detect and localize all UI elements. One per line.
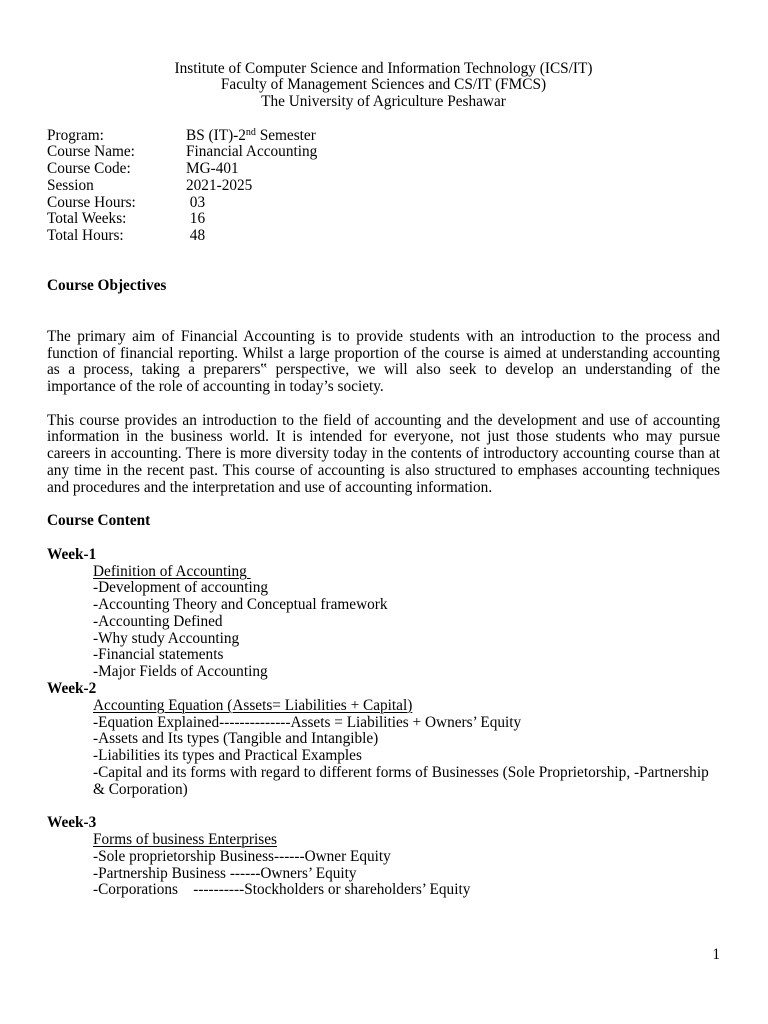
info-row-session [47,178,720,195]
total-weeks-value: 16 [189,210,206,228]
info-row-course-name [47,144,720,161]
document-page [47,61,720,900]
paragraph-line: any time in the recent past. This course of accounting is also structured to emphases accounting techniques [47,462,720,479]
program-label: Program: [47,126,104,144]
week-item: -Accounting Theory and Conceptual framework [93,596,388,614]
info-row-course-hours [47,195,720,212]
week-item: -Major Fields of Accounting [93,663,268,681]
week-item: -Accounting Defined [93,612,223,630]
week-topic [47,832,720,849]
program-value-suffix: Semester [255,126,316,144]
session-label: Session [47,176,94,194]
objectives-paragraph-2 [47,413,720,497]
total-hours-value: 48 [189,227,206,245]
paragraph-line: importance of the role of accounting in today’s society. [47,378,384,396]
session-value: 2021-2025 [186,176,253,194]
content-heading: Course Content [47,512,151,530]
program-value-text: BS (IT)-2 [186,126,246,144]
objectives-heading: Course Objectives [47,277,167,295]
paragraph-line: This course provides an introduction to the field of accounting and the development and use of accounting [47,412,720,429]
total-hours-label: Total Hours: [47,227,124,245]
week-item: -Assets and Its types (Tangible and Intangible) [93,730,379,748]
info-row-program [47,128,720,145]
course-hours-value: 03 [189,193,206,211]
week-2-section [47,681,720,798]
paragraph-line: information in the business world. It is intended for everyone, not just those students who may pursue [47,429,720,446]
week-item: -Equation Explained--------------Assets = Liabilities + Owners’ Equity [93,713,522,731]
week-item: -Sole proprietorship Business------Owner Equity [93,847,391,865]
week-3-section [47,815,720,899]
program-value-superscript: nd [245,126,256,138]
week-topic-text: Definition of Accounting [93,562,251,580]
university-name: The University of Agriculture Peshawar [261,93,506,111]
week-item: -Liabilities its types and Practical Examples [93,747,362,765]
course-name-value: Financial Accounting [186,143,318,161]
course-info [47,128,720,245]
week-topic [47,564,720,581]
course-hours-label: Course Hours: [47,193,136,211]
week-item: -Corporations ----------Stockholders or shareholders’ Equity [93,881,471,899]
paragraph-line: as a process, taking a preparers‟ perspective, we will also seek to develop an understanding of the [47,362,720,379]
week-item: -Capital and its forms with regard to different forms of Businesses (Sole Proprietorship, -Partnership & Corporation) [93,763,713,798]
week-item: -Financial statements [93,646,224,664]
course-code-label: Course Code: [47,160,131,178]
paragraph-line: function of financial reporting. Whilst a large proportion of the course is aimed at understanding accounting [47,345,720,362]
week-topic [47,698,720,715]
faculty-name: Faculty of Management Sciences and CS/IT (FMCS) [220,76,547,94]
week-item: -Development of accounting [93,579,269,597]
page-number: 1 [712,946,720,963]
program-value [186,128,720,145]
course-code-value: MG-401 [186,160,239,178]
week-heading: Week-2 [47,679,97,697]
objectives-paragraph-1 [47,329,720,396]
info-row-total-hours [47,228,720,245]
week-item: -Partnership Business ------Owners’ Equity [93,864,357,882]
week-heading: Week-1 [47,545,97,563]
total-weeks-label: Total Weeks: [47,210,127,228]
document-header [47,61,720,111]
week-topic-text: Forms of business Enterprises [93,830,277,848]
institute-name: Institute of Computer Science and Information Technology (ICS/IT) [174,59,593,77]
week-1-section [47,547,720,681]
week-topic-text: Accounting Equation (Assets= Liabilities + Capital) [93,696,413,714]
info-row-course-code [47,161,720,178]
paragraph-line: The primary aim of Financial Accounting is to provide students with an introduction to the process and [47,328,720,345]
info-row-total-weeks [47,211,720,228]
week-heading: Week-3 [47,814,97,832]
paragraph-line: careers in accounting. There is more diversity today in the contents of introductory accounting course than at [47,446,720,463]
week-item: -Why study Accounting [93,629,240,647]
paragraph-line: and procedures and the interpretation and use of accounting information. [47,478,493,496]
course-name-label: Course Name: [47,143,135,161]
